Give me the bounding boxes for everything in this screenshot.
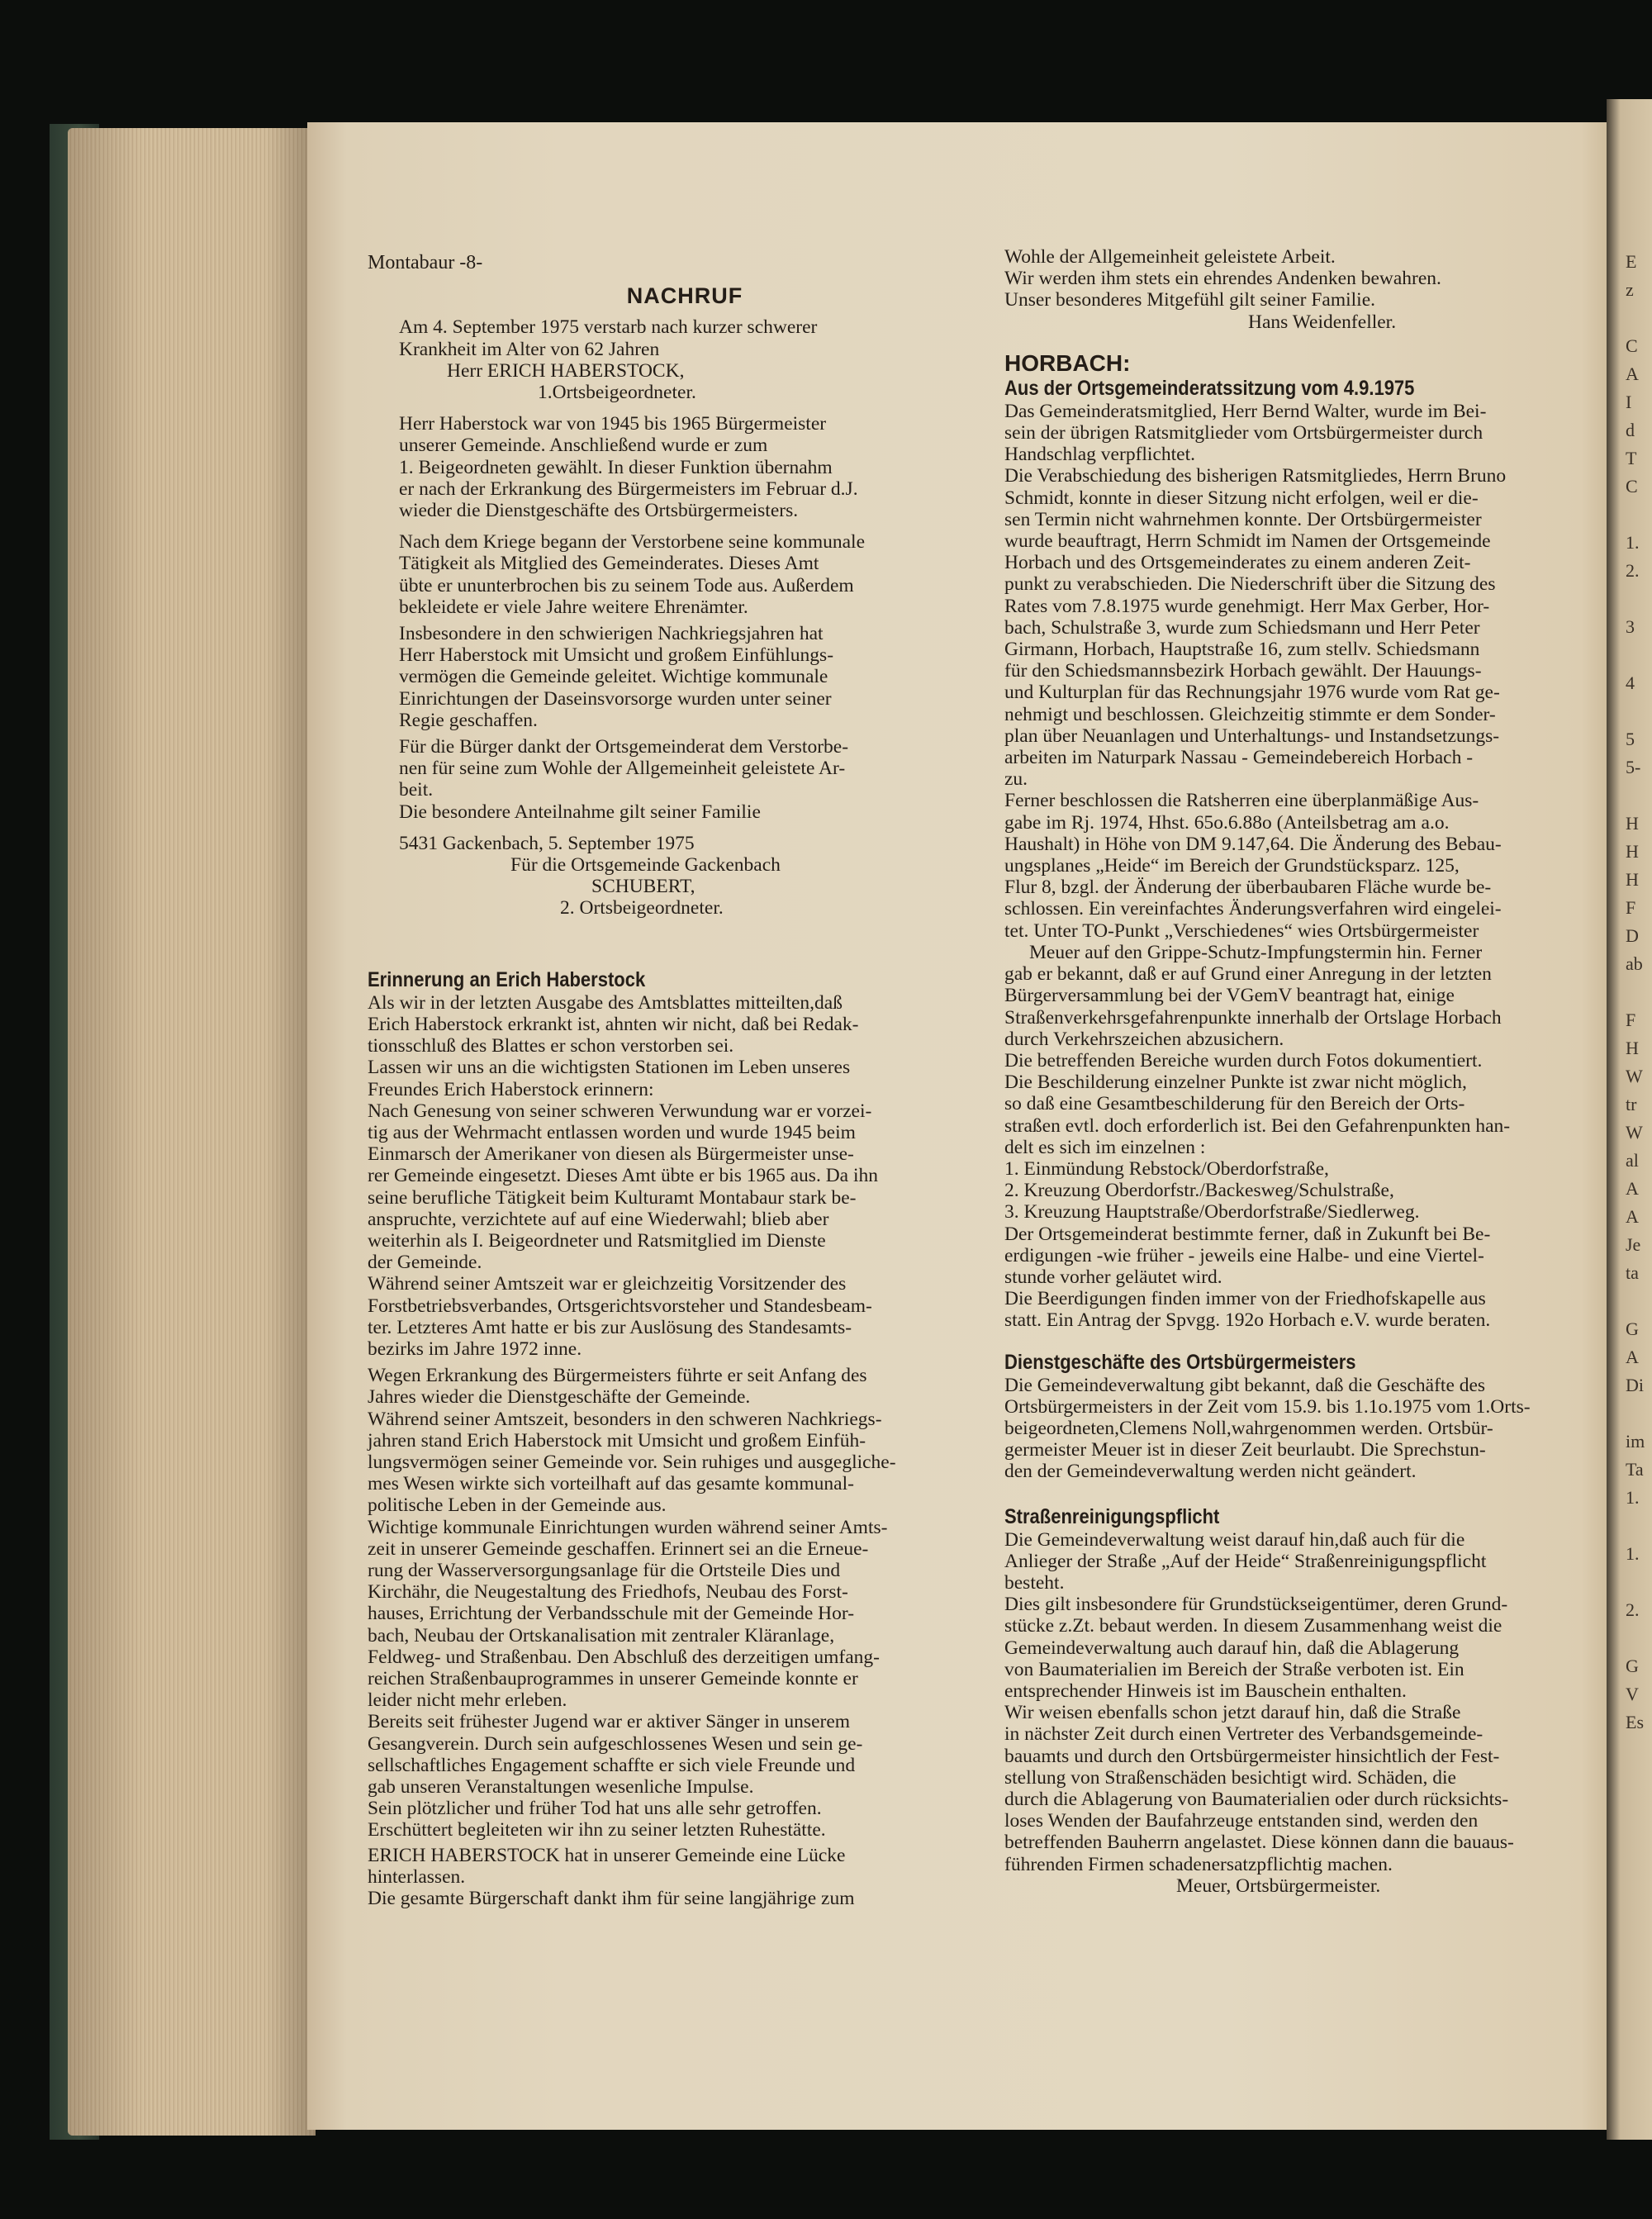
text-line: 1. Beigeordneten gewählt. In dieser Funktion übernahm (399, 456, 833, 478)
text-line: Ferner beschlossen die Ratsherren eine überplanmäßige Aus- (1004, 790, 1479, 812)
nachruf-section (368, 285, 971, 919)
text-line: Flur 8, bzgl. der Änderung der überbaubaren Fläche wurde be- (1004, 877, 1492, 899)
text-line: Rates vom 7.8.1975 wurde genehmigt. Herr Max Gerber, Hor- (1004, 595, 1490, 617)
text-line: Einmarsch der Amerikaner von diesen als Bürgermeister unse- (368, 1143, 854, 1166)
deceased-role: 1.Ortsbeigeordneter. (538, 382, 696, 404)
next-page-fragments: E z C A I d T C 1. 2. 3 4 5 5- H H H F D ab F H W tr W al A A Je ta G A Di im Ta 1. 1. 2. G V Es (1626, 251, 1645, 1732)
text-line: und Kulturplan für das Rechnungsjahr 1976 wurde vom Rat ge- (1004, 682, 1500, 704)
text-line: Straßenverkehrsgefahrenpunkte innerhalb der Ortslage Horbach (1004, 1006, 1502, 1029)
text-line: Nach dem Kriege begann der Verstorbene seine kommunale (399, 531, 866, 554)
signature-org: Für die Ortsgemeinde Gackenbach (510, 854, 781, 877)
text-line: punkt zu verabschieden. Die Niederschrift über die Sitzung des (1004, 573, 1496, 596)
text-line: er nach der Erkrankung des Bürgermeisters im Februar d.J. (399, 478, 858, 500)
text-line: für den Schiedsmannsbezirk Horbach gewählt. Der Hauungs- (1004, 660, 1482, 682)
text-line: besteht. (1004, 1571, 1065, 1594)
text-line: Forstbetriebsverbandes, Ortsgerichtsvorsteher und Standesbeam- (368, 1295, 872, 1317)
text-line: Tätigkeit als Mitglied des Gemeinderates. Dieses Amt (399, 553, 819, 575)
text-line: arbeiten im Naturpark Nassau - Gemeindebereich Horbach - (1004, 747, 1474, 769)
text-line: tig aus der Wehrmacht entlassen worden und wurde 1945 beim (368, 1121, 856, 1143)
text-line: Feldweg- und Straßenbau. Den Abschluß des derzeitigen umfang- (368, 1646, 880, 1668)
nachruf-intro (399, 316, 971, 403)
text-line: Nach Genesung von seiner schweren Verwundung war er vorzei- (368, 1100, 872, 1122)
place-date: 5431 Gackenbach, 5. September 1975 (399, 832, 695, 854)
text-line: Wohle der Allgemeinheit geleistete Arbeit. (1004, 246, 1336, 268)
text-line: Lassen wir uns an die wichtigsten Stationen im Leben unseres (368, 1057, 851, 1079)
text-line: Jahres wieder die Dienstgeschäfte der Gemeinde. (368, 1386, 751, 1409)
text-line: reichen Straßenbauprogrammes in unserer Gemeinde konnte er (368, 1667, 858, 1689)
strasse-signature: Meuer, Ortsbürgermeister. (1176, 1875, 1381, 1897)
text-line: jahren stand Erich Haberstock mit Umsicht und großem Einfüh- (368, 1429, 866, 1452)
text-line: Gesangverein. Durch sein aufgeschlossenes Wesen und sein ge- (368, 1732, 863, 1755)
text-line: bach, Neubau der Ortskanalisation mit zentraler Kläranlage, (368, 1624, 835, 1646)
text-line: wurde beauftragt, Herrn Schmidt im Namen der Ortsgemeinde (1004, 530, 1491, 553)
text-line: loses Wenden der Baufahrzeuge entstanden sind, werden den (1004, 1810, 1479, 1832)
text-line: straßen evtl. doch erforderlich ist. Bei den Gefahrenpunkten han- (1004, 1114, 1511, 1137)
text-line: Sein plötzlicher und früher Tod hat uns alle sehr getroffen. (368, 1798, 822, 1820)
text-line: tet. Unter TO-Punkt „Verschiedenes“ wies Ortsbürgermeister (1004, 919, 1479, 942)
text-line: bezirks im Jahre 1972 inne. (368, 1338, 582, 1360)
text-line: so daß eine Gesamtbeschilderung für den Bereich der Orts- (1004, 1093, 1465, 1115)
text-line: bauamts und durch den Ortsbürgermeister hinsichtlich der Fest- (1004, 1745, 1500, 1767)
text-line: entsprechender Hinweis ist im Bauschein enthalten. (1004, 1680, 1407, 1702)
text-line: Bürgerversammlung bei der VGemV beantragt hat, einige (1004, 985, 1455, 1007)
text-line: sen Termin nicht wahrnehmen konnte. Der Ortsbürgermeister (1004, 508, 1482, 530)
text-line: Die gesamte Bürgerschaft dankt ihm für seine langjährige zum (368, 1888, 855, 1910)
text-line: plan über Neuanlagen und Unterhaltungs- und Instandsetzungs- (1004, 725, 1500, 747)
horbach-heading: Aus der Ortsgemeinderatssitzung vom 4.9.1975 (1004, 376, 1415, 400)
text-line: weiterhin als I. Beigeordneter und Ratsmitglied im Dienste (368, 1229, 826, 1252)
text-line: beit. (399, 779, 434, 801)
text-line: ter. Letzteres Amt hatte er bis zur Auslösung des Standesamts- (368, 1316, 852, 1338)
deceased-name: Herr ERICH HABERSTOCK, (447, 359, 685, 382)
text-line: nehmigt und beschlossen. Gleichzeitig stimmte er dem Sonder- (1004, 703, 1496, 725)
text-line: Freundes Erich Haberstock erinnern: (368, 1078, 654, 1100)
text-line: Erschüttert begleiteten wir ihn zu seiner letzten Ruhestätte. (368, 1819, 826, 1841)
text-line: anspruchte, verzichtete auf auf eine Wiederwahl; blieb aber (368, 1208, 829, 1230)
text-line: rung der Wasserversorgungsanlage für die Ortsteile Dies und (368, 1559, 841, 1581)
text-line: Girmann, Horbach, Hauptstraße 16, zum stellv. Schiedsmann (1004, 639, 1480, 661)
text-line: wieder die Dienstgeschäfte des Ortsbürgermeisters. (399, 500, 799, 522)
horbach-place: HORBACH: (1004, 349, 1131, 376)
text-line: Anlieger der Straße „Auf der Heide“ Straßenreinigungspflicht (1004, 1550, 1487, 1572)
page-header: Montabaur -8- (368, 252, 483, 273)
text-line: Wegen Erkrankung des Bürgermeisters führte er seit Anfang des (368, 1365, 867, 1387)
text-line: vermögen die Gemeinde geleitet. Wichtige kommunale (399, 666, 828, 688)
text-line: Unser besonderes Mitgefühl gilt seiner Familie. (1004, 289, 1376, 311)
text-line: Die Beerdigungen finden immer von der Friedhofskapelle aus (1004, 1288, 1486, 1310)
text-line: Während seiner Amtszeit war er gleichzeitig Vorsitzender des (368, 1273, 847, 1295)
text-line: Die Beschilderung einzelner Punkte ist zwar nicht möglich, (1004, 1071, 1467, 1094)
text-line: zeit in unserer Gemeinde geschaffen. Erinnert sei an die Erneue- (368, 1537, 869, 1560)
text-line: Während seiner Amtszeit, besonders in den schweren Nachkriegs- (368, 1408, 882, 1430)
horbach-section (1004, 351, 1593, 1332)
text-line: seine berufliche Tätigkeit beim Kulturamt Montabaur stark be- (368, 1186, 857, 1209)
text-line: mes Wesen wirkte sich vorteilhaft auf das gesamte kommunal- (368, 1473, 854, 1495)
right-column (1004, 246, 1593, 1897)
text-line: Erich Haberstock erkrankt ist, ahnten wir nicht, daß bei Redak- (368, 1013, 859, 1035)
text-line: den der Gemeindeverwaltung werden nicht geändert. (1004, 1461, 1417, 1483)
text-line: Wir weisen ebenfalls schon jetzt darauf hin, daß die Straße (1004, 1702, 1461, 1724)
text-line: Die Gemeindeverwaltung gibt bekannt, daß die Geschäfte des (1004, 1374, 1486, 1396)
text-line: statt. Ein Antrag der Spvgg. 192o Horbach e.V. wurde beraten. (1004, 1309, 1491, 1332)
text-line: in nächster Zeit durch einen Vertreter des Verbandsgemeinde- (1004, 1723, 1483, 1746)
text-line: Haushalt) in Höhe von DM 9.147,64. Die Änderung des Bebau- (1004, 833, 1502, 855)
text-line: erdigungen -wie früher - jeweils eine Halbe- und eine Viertel- (1004, 1244, 1484, 1266)
text-line: Gemeindeverwaltung auch darauf hin, daß die Ablagerung (1004, 1637, 1460, 1659)
text-line: lungsvermögen seiner Gemeinde vor. Sein ruhiges und ausgegliche- (368, 1451, 896, 1473)
text-line: Die besondere Anteilnahme gilt seiner Familie (399, 801, 761, 823)
text-line: stellung von Straßenschäden besichtigt wird. Schäden, die (1004, 1766, 1456, 1789)
page-edges-shade (68, 128, 316, 2136)
text-line: hauses, Errichtung der Verbandsschule mit der Gemeinde Hor- (368, 1603, 855, 1625)
text-line: betreffenden Bauherrn angelastet. Diese können dann die bauaus- (1004, 1832, 1514, 1854)
text-line: politische Leben in der Gemeinde aus. (368, 1494, 667, 1517)
text-line: Die Gemeindeverwaltung weist darauf hin,daß auch für die (1004, 1528, 1465, 1551)
erinnerung-section (368, 967, 971, 1910)
text-line: Die Verabschiedung des bisherigen Ratsmitgliedes, Herrn Bruno (1004, 465, 1507, 487)
text-line: Krankheit im Alter von 62 Jahren (399, 338, 660, 360)
text-line: der Gemeinde. (368, 1252, 482, 1274)
signature-role: 2. Ortsbeigeordneter. (560, 897, 724, 919)
strasse-heading: Straßenreinigungspflicht (1004, 1504, 1220, 1528)
text-line: hinterlassen. (368, 1865, 466, 1888)
text-line: durch die Ablagerung von Baumaterialien oder durch rücksichts- (1004, 1789, 1509, 1810)
list-item: 3. Kreuzung Hauptstraße/Oberdorfstraße/Siedlerweg. (1004, 1201, 1420, 1224)
nachruf-para-4 (399, 736, 971, 823)
text-line: beigeordneten,Clemens Noll,wahrgenommen werden. Ortsbür- (1004, 1417, 1493, 1439)
text-line: Horbach und des Ortsgemeinderates zu einem anderen Zeit- (1004, 552, 1471, 574)
text-line: Der Ortsgemeinderat bestimmte ferner, daß in Zukunft bei Be- (1004, 1223, 1491, 1245)
text-line: Schmidt, konnte in dieser Sitzung nicht erfolgen, weil er die- (1004, 487, 1479, 509)
text-line: führenden Firmen schadenersatzpflichtig machen. (1004, 1853, 1393, 1875)
text-line: unserer Gemeinde. Anschließend wurde er zum (399, 435, 768, 457)
text-line: Kirchähr, die Neugestaltung des Friedhofs, Neubau des Forst- (368, 1581, 848, 1604)
intro-continuation (1004, 246, 1593, 333)
text-line: Dies gilt insbesondere für Grundstückseigentümer, deren Grund- (1004, 1594, 1508, 1616)
text-line: ERICH HABERSTOCK hat in unserer Gemeinde eine Lücke (368, 1844, 846, 1866)
text-line: bach, Schulstraße 3, wurde zum Schiedsmann und Herr Peter (1004, 616, 1480, 639)
text-line: Ortsbürgermeisters in der Zeit vom 15.9. bis 1.1o.1975 vom 1.Orts- (1004, 1395, 1531, 1418)
text-line: leider nicht mehr erleben. (368, 1689, 567, 1712)
text-line: Herr Haberstock war von 1945 bis 1965 Bürgermeister (399, 413, 827, 435)
text-line: nen für seine zum Wohle der Allgemeinheit geleistete Ar- (399, 758, 846, 780)
text-line: Am 4. September 1975 verstarb nach kurzer schwerer (399, 316, 818, 339)
text-line: schlossen. Ein vereinfachtes Änderungsverfahren wird eingelei- (1004, 898, 1502, 920)
text-line: Wichtige kommunale Einrichtungen wurden während seiner Amts- (368, 1516, 888, 1538)
text-line: zu. (1004, 768, 1028, 791)
text-line: sellschaftliches Engagement schaffte er sich viele Freunde und (368, 1754, 856, 1776)
text-line: Handschlag verpflichtet. (1004, 444, 1195, 466)
list-item: 2. Kreuzung Oberdorfstr./Backesweg/Schulstraße, (1004, 1180, 1394, 1202)
text-line: sein der übrigen Ratsmitglieder vom Ortsbürgermeister durch (1004, 422, 1483, 444)
text-line: stücke z.Zt. bebaut werden. In diesem Zusammenhang weist die (1004, 1615, 1502, 1637)
nachruf-para-2 (399, 531, 971, 618)
text-line: Regie geschaffen. (399, 709, 538, 731)
text-line: bekleidete er viele Jahre weitere Ehrenämter. (399, 596, 748, 618)
signature-name: SCHUBERT, (591, 876, 695, 898)
text-line: durch Verkehrszeichen abzusichern. (1004, 1028, 1284, 1050)
text-line: von Baumaterialien im Bereich der Straße verboten ist. Ein (1004, 1658, 1464, 1680)
text-line: tionsschluß des Blattes er schon verstorben sei. (368, 1035, 734, 1057)
text-line: rer Gemeinde eingesetzt. Dieses Amt übte er bis 1965 aus. Da ihn (368, 1165, 879, 1187)
nachruf-para-3 (399, 623, 971, 731)
text-line: Bereits seit frühester Jugend war er aktiver Sänger in unserem (368, 1711, 851, 1733)
text-line: Insbesondere in den schwierigen Nachkriegsjahren hat (399, 623, 824, 645)
text-line: germeister Meuer ist in dieser Zeit beurlaubt. Die Sprechstun- (1004, 1439, 1486, 1461)
text-line: gab unseren Veranstaltungen wesenliche Impulse. (368, 1776, 754, 1798)
text-line: Wir werden ihm stets ein ehrendes Andenken bewahren. (1004, 268, 1441, 290)
dienst-section (1004, 1350, 1593, 1483)
text-line: Die betreffenden Bereiche wurden durch Fotos dokumentiert. (1004, 1049, 1483, 1071)
text-line: Einrichtungen der Daseinsvorsorge wurden unter seiner (399, 687, 832, 710)
nachruf-title: NACHRUF (626, 283, 743, 309)
text-line: Das Gemeinderatsmitglied, Herr Bernd Walter, wurde im Bei- (1004, 400, 1487, 422)
text-line: gab er bekannt, daß er auf Grund einer Anregung in der letzten (1004, 963, 1492, 986)
text-line: stunde vorher geläutet wird. (1004, 1266, 1222, 1288)
nachruf-para-1 (399, 413, 971, 521)
list-item: 1. Einmündung Rebstock/Oberdorfstraße, (1004, 1157, 1329, 1180)
dienst-heading: Dienstgeschäfte des Ortsbürgermeisters (1004, 1350, 1356, 1374)
intro-signature: Hans Weidenfeller. (1248, 311, 1397, 333)
strasse-section (1004, 1504, 1593, 1897)
text-line: ungsplanes „Heide“ im Bereich der Grundstücksparz. 125, (1004, 855, 1460, 877)
text-line: delt es sich im einzelnen : (1004, 1136, 1206, 1158)
erinnerung-heading: Erinnerung an Erich Haberstock (368, 967, 646, 991)
text-line: Für die Bürger dankt der Ortsgemeinderat dem Verstorbe- (399, 736, 849, 758)
text-line: Herr Haberstock mit Umsicht und großem Einfühlungs- (399, 644, 834, 667)
left-column (368, 252, 971, 1909)
text-line: gabe im Rj. 1974, Hhst. 65o.6.88o (Anteilsbetrag am a.o. (1004, 811, 1450, 834)
text-line: übte er ununterbrochen bis zu seinem Tode aus. Außerdem (399, 574, 854, 596)
text-line: Als wir in der letzten Ausgabe des Amtsblattes mitteilten,daß (368, 991, 843, 1014)
text-line: Meuer auf den Grippe-Schutz-Impfungstermin hin. Ferner (1029, 941, 1483, 963)
